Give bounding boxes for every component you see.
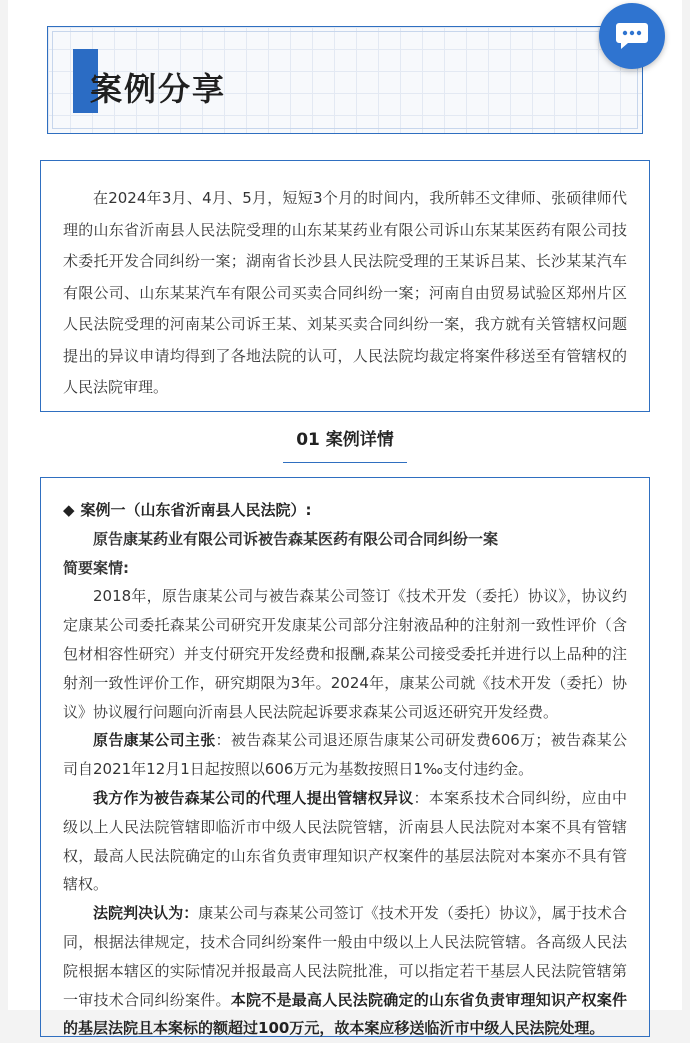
- intro-box: [40, 160, 650, 412]
- case-subtitle: 原告康某药业有限公司诉被告森某医药有限公司合同纠纷一案: [93, 529, 499, 548]
- diamond-bullet-icon: ◆: [63, 501, 75, 519]
- chat-bubble-icon: [615, 21, 649, 51]
- section-title: 01 案例详情: [283, 428, 407, 463]
- page-title: 案例分享: [90, 70, 227, 108]
- intro-paragraph: 在2024年3月、4月、5月，短短3个月的时间内，我所韩丕文律师、张硕律师代理的山东省沂南县人民法院受理的山东某某药业有限公司诉山东某某医药有限公司技术委托开发合同纠纷一案；湖南省长沙县人民法院受理的王某诉吕某、长沙某某汽车有限公司、山东某某汽车有限公司买卖合同纠纷一案；河南自由贸易试验区郑州片区人民法院受理的河南某公司诉王某、刘某买卖合同纠纷一案，我方就有关管辖权问题提出的异议申请均得到了各地法院的认可，人民法院均裁定将案件移送至有管辖权的人民法院审理。: [63, 189, 627, 396]
- chat-button[interactable]: [599, 3, 665, 69]
- objection-text: ：本案系技术合同纠纷，应由中级以上人民法院管辖即临沂市中级人民法院管辖，沂南县人民法院对本案不具有管辖权，最高人民法院确定的山东省负责审理知识产权案件的基层法院对本案亦不具有管辖权。: [63, 788, 627, 894]
- objection-paragraph: [63, 784, 627, 899]
- case-heading-text: 案例一（山东省沂南县人民法院）:: [80, 501, 312, 519]
- claim-label: 原告康某公司主张: [93, 731, 216, 750]
- ruling-conclusion: 本院不是最高人民法院确定的山东省负责审理知识产权案件的基层法院且本案标的额超过100万元，故本案应移送临沂市中级人民法院处理。: [63, 990, 627, 1038]
- claim-text: ：被告森某公司退还原告康某公司研发费606万；被告森某公司自2021年12月1日起按照以606万元为基数按照日1‰支付违约金。: [63, 731, 627, 779]
- summary-label: 简要案情:: [63, 558, 129, 577]
- claim-paragraph: [63, 726, 627, 784]
- objection-label: 我方作为被告森某公司的代理人提出管辖权异议: [93, 788, 414, 807]
- ruling-text: 康某公司与森某公司签订《技术开发（委托）协议》，属于技术合同，根据法律规定，技术合同纠纷案件一般由中级以上人民法院管辖。各高级人民法院根据本辖区的实际情况并报最高人民法院批准，可以指定若干基层人民法院管辖第一审技术合同纠纷案件。: [63, 904, 627, 1009]
- ruling-paragraph: [63, 899, 627, 1043]
- case-box: [40, 477, 650, 1037]
- summary-paragraph: 2018年，原告康某公司与被告森某公司签订《技术开发（委托）协议》，协议约定康某公司委托森某公司研究开发康某公司部分注射液品种的注射剂一致性评价（含包材相容性研究）并支付研究开发经费和报酬,森某公司接受委托并进行以上品种的注射剂一致性评价工作，研究期限为3年。2024年，康某公司就《技术开发（委托）协议》协议履行问题向沂南县人民法院起诉要求森某公司返还研究开发经费。: [63, 587, 627, 721]
- ruling-label: 法院判决认为：: [93, 904, 199, 923]
- case-heading: [63, 496, 627, 525]
